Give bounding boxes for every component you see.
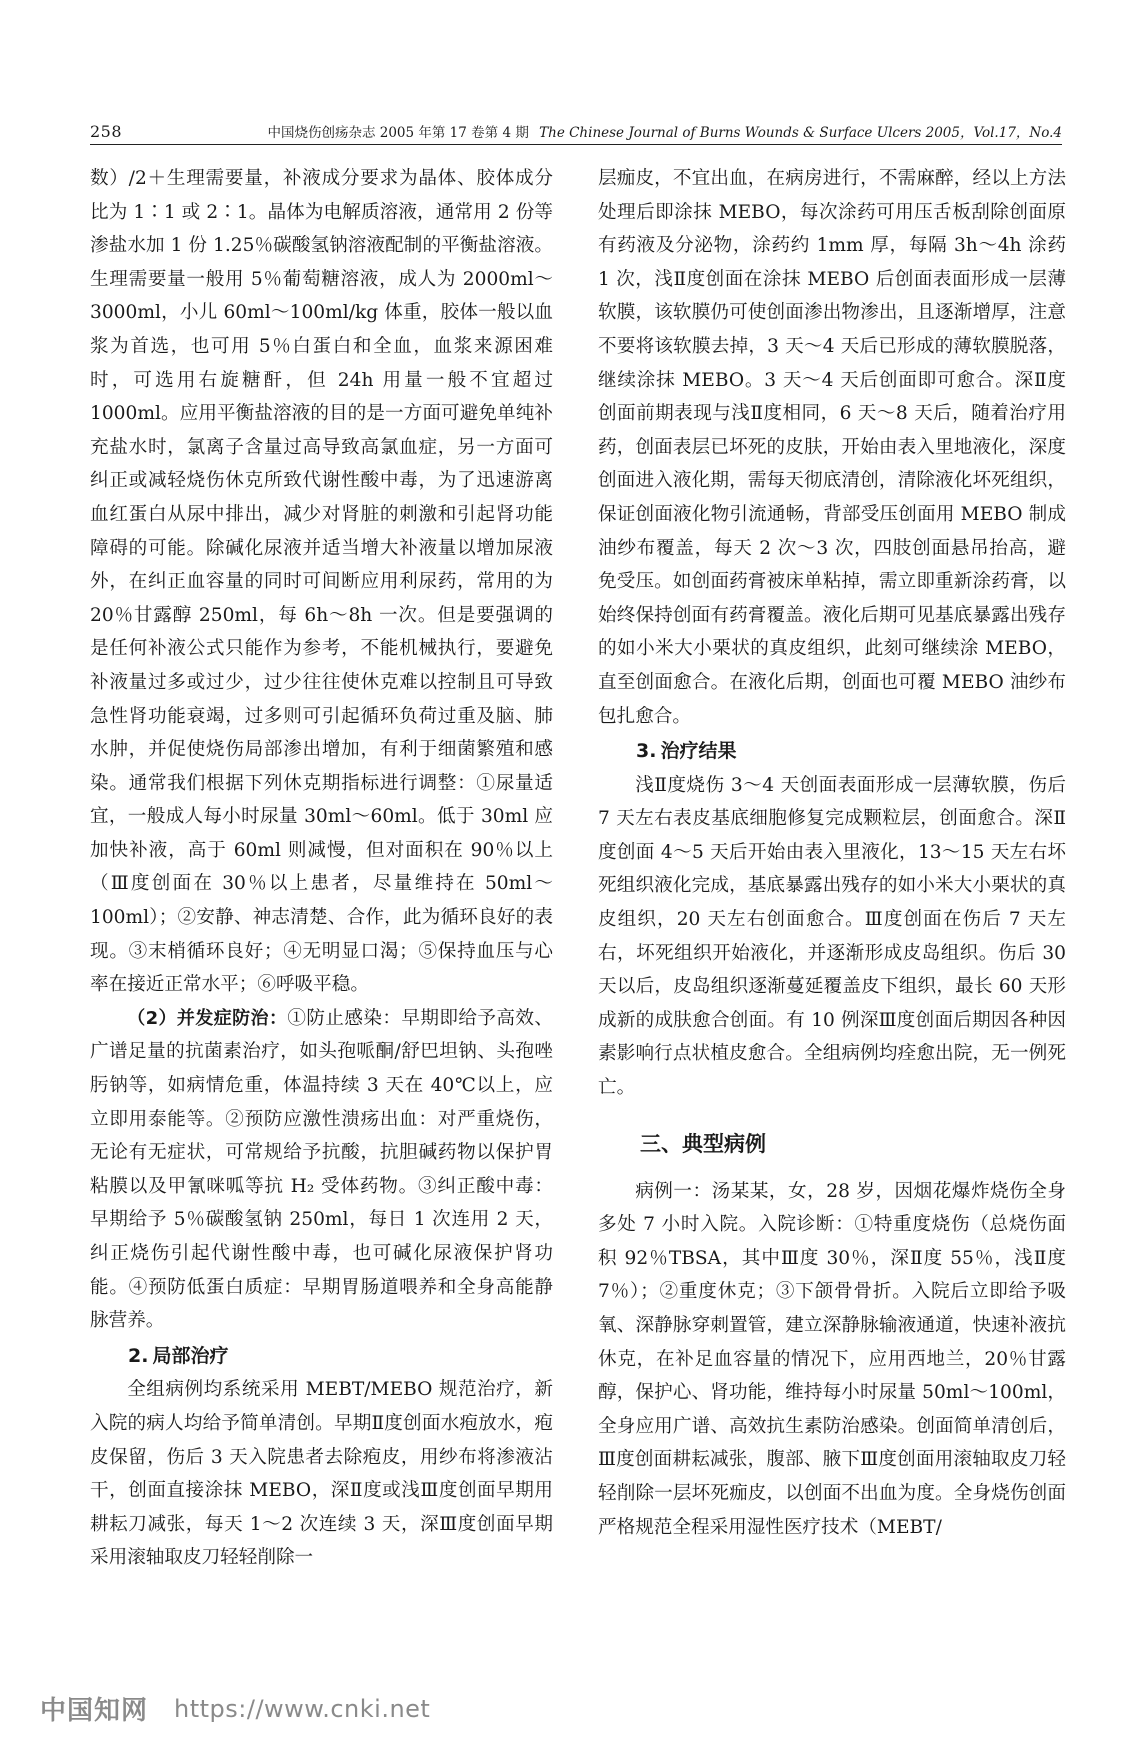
cnki-url[interactable]: https://www.cnki.net [174,1694,431,1723]
paragraph-complications [90,1002,553,1338]
paragraph-local-treatment: 全组病例均系统采用 MEBT/MEBO 规范治疗，新入院的病人均给予简单清创。早期Ⅱ度创面水疱放水，疱皮保留，伤后 3 天入院患者去除疱皮，用纱布将渗液沾干，创面直接涂抹 MEBO，深Ⅱ度或浅Ⅲ度创面早期用耕耘刀减张，每天 1～2 次连续 3 天，深Ⅲ度创面早期采用滚轴取皮刀轻轻削除一 [90,1379,553,1569]
subheading-complications: （2）并发症防治： [127,1007,288,1029]
paragraph-results: 浅Ⅱ度烧伤 3～4 天创面表面形成一层薄软膜，伤后 7 天左右表皮基底细胞修复完成颗粒层，创面愈合。深Ⅱ度创面 4～5 天后开始由表入里液化，13～15 天左右坏死组织液化完成，基底暴露出残存的如小米大小栗状的真皮组织，20 天左右创面愈合。Ⅲ度创面在伤后 7 天左右，坏死组织开始液化，并逐渐形成皮岛组织。伤后 30 天以后，皮岛组织逐渐蔓延覆盖皮下组织，最长 60 天形成新的成肤愈合创面。有 10 例深Ⅲ度创面后期因各种因素影响行点状植皮愈合。全组病例均痊愈出院，无一例死亡。 [598,774,1066,1099]
running-header [90,118,1062,145]
journal-title-en: The Chinese Journal of Burns Wounds & Surface Ulcers 2005，Vol.17，No.4 [539,125,1062,141]
section-title: 治疗结果 [660,740,737,763]
paragraph-local-treatment-cont: 层痂皮，不宜出血，在病房进行，不需麻醉，经以上方法处理后即涂抹 MEBO，每次涂药可用压舌板刮除创面原有药液及分泌物，涂药约 1mm 厚，每隔 3h～4h 涂药 1 次，浅Ⅱ度创面在涂抹 MEBO 后创面表面形成一层薄软膜，该软膜仍可使创面渗出物渗出，且逐渐增厚，注意不要将该软膜去掉，3 天～4 天后已形成的薄软膜脱落，继续涂抹 MEBO。3 天～4 天后创面即可愈合。深Ⅱ度创面前期表现与浅Ⅱ度相同，6 天～8 天后，随着治疗用药，创面表层已坏死的皮肤，开始由表入里地液化，深度创面进入液化期，需每天彻底清创，清除液化坏死组织，保证创面液化物引流通畅，背部受压创面用 MEBO 制成油纱布覆盖，每天 2 次～3 次，四肢创面悬吊抬高，避免受压。如创面药膏被床单粘掉，需立即重新涂药膏，以始终保持创面有药膏覆盖。液化后期可见基底暴露出残存的如小米大小栗状的真皮组织，此刻可继续涂 MEBO，直至创面愈合。在液化后期，创面也可覆 MEBO 油纱布包扎愈合。 [598,168,1066,727]
paragraph-fluid-therapy: 数）/2＋生理需要量，补液成分要求为晶体、胶体成分比为 1∶1 或 2∶1。晶体为电解质溶液，通常用 2 份等渗盐水加 1 份 1.25％碳酸氢钠溶液配制的平衡盐溶液。生理需要量一般用 5％葡萄糖溶液，成人为 2000ml～3000ml，小儿 60ml～100ml/kg 体重，胶体一般以血浆为首选，也可用 5％白蛋白和全血，血浆来源困难时，可选用右旋糖酐，但 24h 用量一般不宜超过 1000ml。应用平衡盐溶液的目的是一方面可避免单纯补充盐水时，氯离子含量过高导致高氯血症，另一方面可纠正或减轻烧伤休克所致代谢性酸中毒，为了迅速游离血红蛋白从尿中排出，减少对肾脏的刺激和引起肾功能障碍的可能。除碱化尿液并适当增大补液量以增加尿液外，在纠正血容量的同时可间断应用利尿药，常用的为 20％甘露醇 250ml，每 6h～8h 一次。但是要强调的是任何补液公式只能作为参考，不能机械执行，要避免补液量过多或过少，过少往往使休克难以控制且可导致急性肾功能衰竭，过多则可引起循环负荷过重及脑、肺水肿，并促使烧伤局部渗出增加，有利于细菌繁殖和感染。通常我们根据下列休克期指标进行调整：①尿量适宜，一般成人每小时尿量 30ml～60ml。低于 30ml 应加快补液，高于 60ml 则减慢，但对面积在 90％以上（Ⅲ度创面在 30％以上患者，尽量维持在 50ml～100ml）；②安静、神志清楚、合作，此为循环良好的表现。③末梢循环良好；④无明显口渴；⑤保持血压与心率在接近正常水平；⑥呼吸平稳。 [90,168,553,996]
footer-watermark [40,1690,430,1727]
journal-citation [267,121,1062,144]
section-heading-local-treatment [90,1340,553,1374]
section-number: 2. [128,1344,149,1367]
section-title: 局部治疗 [152,1344,229,1367]
section-heading-typical-cases: 三、典型病例 [640,1131,766,1156]
journal-title-cn: 中国烧伤创疡杂志 2005 年第 17 卷第 4 期 [267,125,529,141]
right-column [598,162,1066,1544]
paragraph-case-one: 病例一：汤某某，女，28 岁，因烟花爆炸烧伤全身多处 7 小时入院。入院诊断：①特重度烧伤（总烧伤面积 92％TBSA，其中Ⅲ度 30％，深Ⅱ度 55％，浅Ⅱ度 7％）；②重度休克；③下颌骨骨折。入院后立即给予吸氧、深静脉穿刺置管，建立深静脉输液通道，快速补液抗休克，在补足血容量的情况下，应用西地兰，20％甘露醇，保护心、肾功能，维持每小时尿量 50ml～100ml，全身应用广谱、高效抗生素防治感染。创面简单清创后，Ⅲ度创面耕耘减张，腹部、腋下Ⅲ度创面用滚轴取皮刀轻轻削除一层坏死痂皮，以创面不出血为度。全身烧伤创面严格规范全程采用湿性医疗技术（MEBT/ [598,1180,1066,1538]
left-column [90,162,553,1575]
section-number: 3. [636,740,657,763]
section-heading-results [598,735,1066,769]
cnki-logo: 中国知网 [40,1696,149,1726]
paragraph-complications-body: ①防止感染：早期即给予高效、广谱足量的抗菌素治疗，如头孢哌酮/舒巴坦钠、头孢唑肟钠等，如病情危重，体温持续 3 天在 40℃以上，应立即用泰能等。②预防应激性溃疡出血：对严重烧伤，无论有无症状，可常规给予抗酸，抗胆碱药物以保护胃粘膜以及甲氰咪呱等抗 H₂ 受体药物。③纠正酸中毒：早期给予 5％碳酸氢钠 250ml，每日 1 次连用 2 天，纠正烧伤引起代谢性酸中毒，也可碱化尿液保护肾功能。④预防低蛋白质症：早期胃肠道喂养和全身高能静脉营养。 [90,1007,553,1332]
page-number: 258 [90,122,123,141]
